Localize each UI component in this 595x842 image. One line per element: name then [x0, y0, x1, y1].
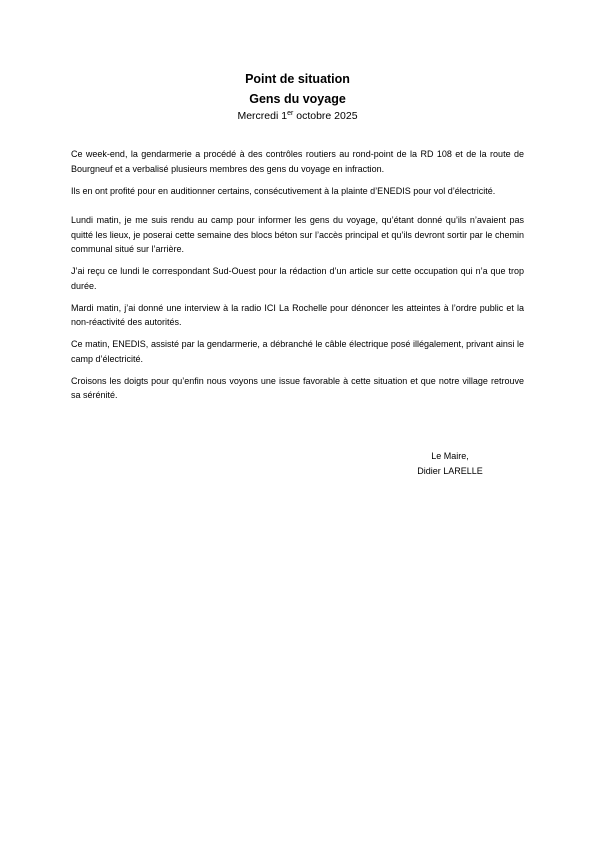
signature-block — [380, 449, 520, 478]
paragraph: Ce matin, ENEDIS, assisté par la gendarmerie, a débranché le câble électrique posé illégalement, privant ainsi le camp d’électricité. — [71, 339, 524, 364]
date-prefix: Mercredi 1 — [237, 110, 288, 122]
date-suffix: octobre 2025 — [293, 110, 358, 122]
signature-name: Didier LARELLE — [417, 465, 483, 476]
document-body — [71, 147, 524, 410]
paragraph: Lundi matin, je me suis rendu au camp pour informer les gens du voyage, qu’étant donné qu’ils n’avaient pas quitté les lieux, je poserai cette semaine des blocs béton sur l’accès principal et qu’ils devront sortir par le chemin communal situé sur l’arrière. — [71, 215, 524, 254]
paragraph: Croisons les doigts pour qu’enfin nous voyons une issue favorable à cette situation et que notre village retrouve sa sérénité. — [71, 375, 524, 400]
paragraph: Mardi matin, j’ai donné une interview à la radio ICI La Rochelle pour dénoncer les atteintes à l’ordre public et la non-réactivité des autorités. — [71, 302, 524, 327]
date-superscript: er — [287, 110, 294, 117]
document-title: Point de situation — [245, 72, 350, 86]
paragraph: Ils en ont profité pour en auditionner certains, consécutivement à la plainte d’ENEDIS pour vol d’électricité. — [71, 185, 496, 196]
paragraph: Ce week-end, la gendarmerie a procédé à des contrôles routiers au rond-point de la RD 108 et de la route de Bourgneuf et a verbalisé plusieurs membres des gens du voyage en infraction. — [71, 149, 524, 174]
signature-role: Le Maire, — [431, 451, 469, 461]
document-date — [0, 109, 595, 123]
document-subtitle: Gens du voyage — [249, 92, 346, 106]
paragraph: J’ai reçu ce lundi le correspondant Sud-Ouest pour la rédaction d’un article sur cette occupation qui n’a que trop durée. — [71, 266, 524, 291]
